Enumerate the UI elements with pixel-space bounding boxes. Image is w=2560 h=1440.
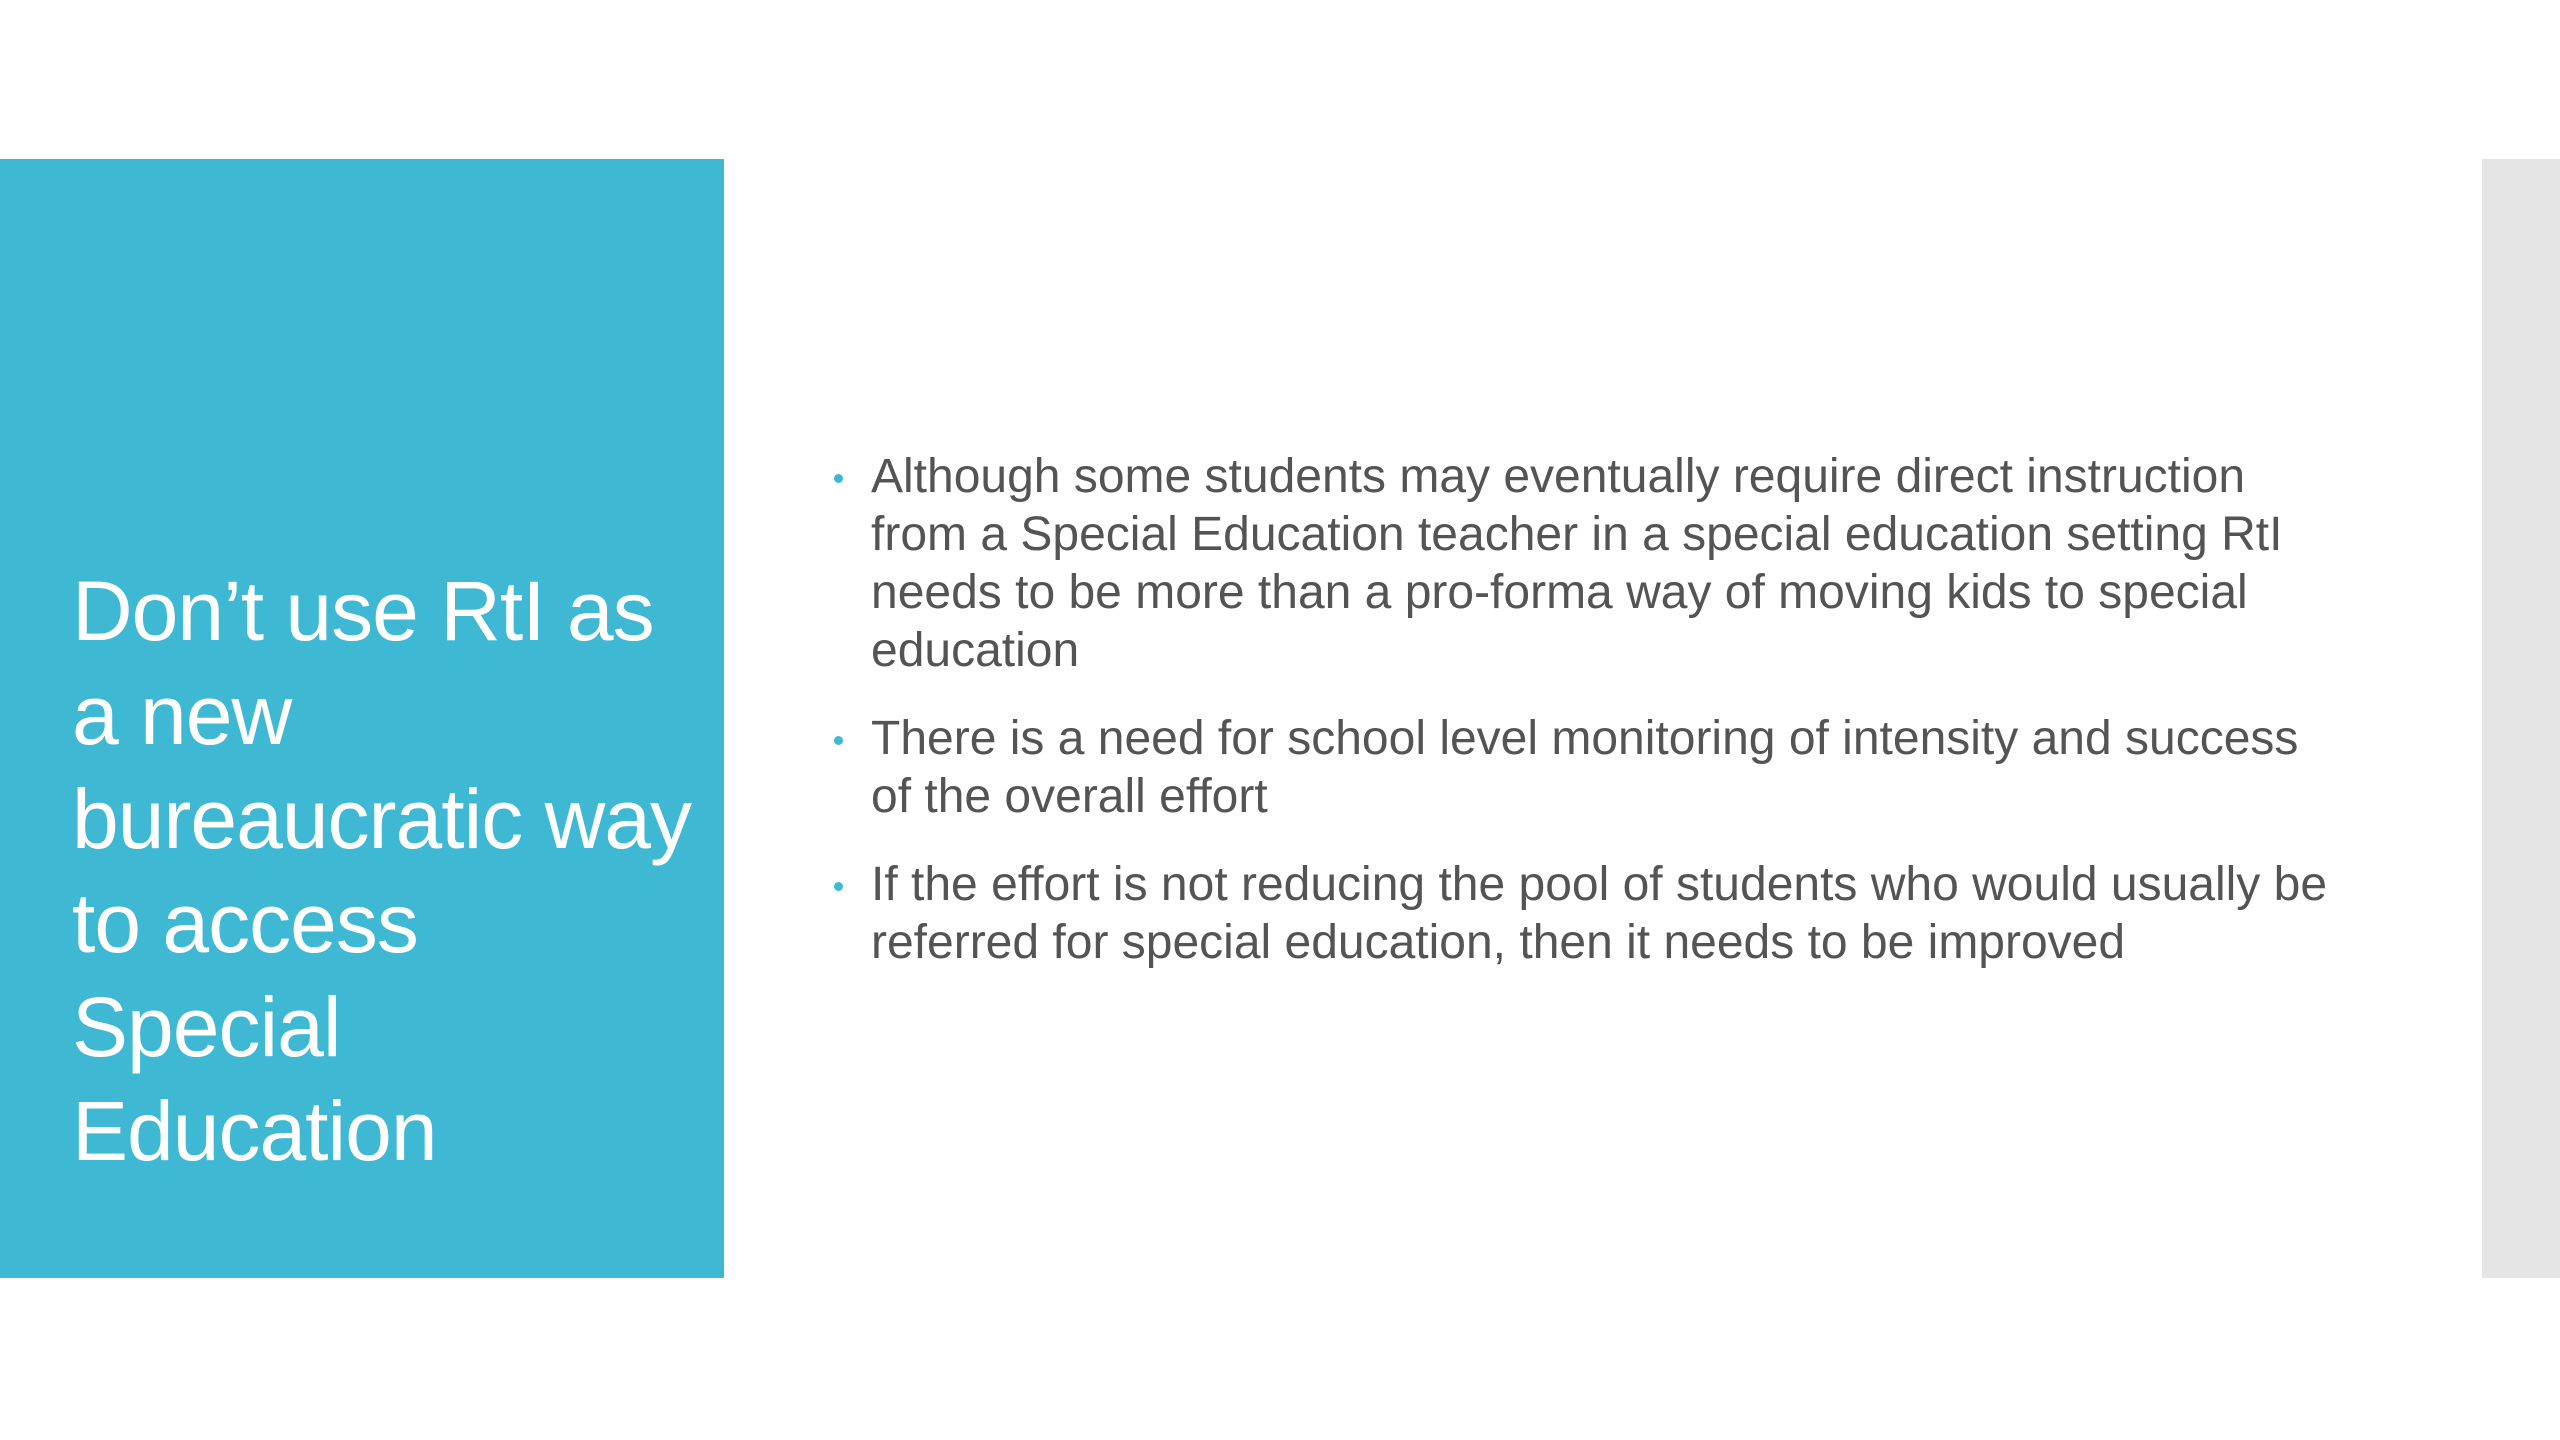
side-decoration-strip	[2482, 159, 2560, 1278]
bullet-text: If the effort is not reducing the pool of students who would usually be referred for special education, then it needs to be improved	[871, 858, 2328, 969]
bullet-list	[828, 448, 2348, 1002]
bullet-item	[828, 448, 2348, 680]
bullet-dot-icon	[834, 474, 843, 483]
title-panel	[0, 159, 724, 1278]
bullet-text: There is a need for school level monitoring of intensity and success of the overall effort	[871, 712, 2299, 823]
bullet-item	[828, 710, 2348, 826]
bullet-dot-icon	[834, 882, 843, 891]
bullet-text: Although some students may eventually require direct instruction from a Special Education teacher in a special education setting RtI needs to be more than a pro-forma way of moving kids to special education	[871, 450, 2283, 677]
bullet-dot-icon	[834, 736, 843, 745]
bullet-item	[828, 856, 2348, 972]
slide-title: Don’t use RtI as a new bureaucratic way to access Special Education	[72, 564, 691, 1178]
